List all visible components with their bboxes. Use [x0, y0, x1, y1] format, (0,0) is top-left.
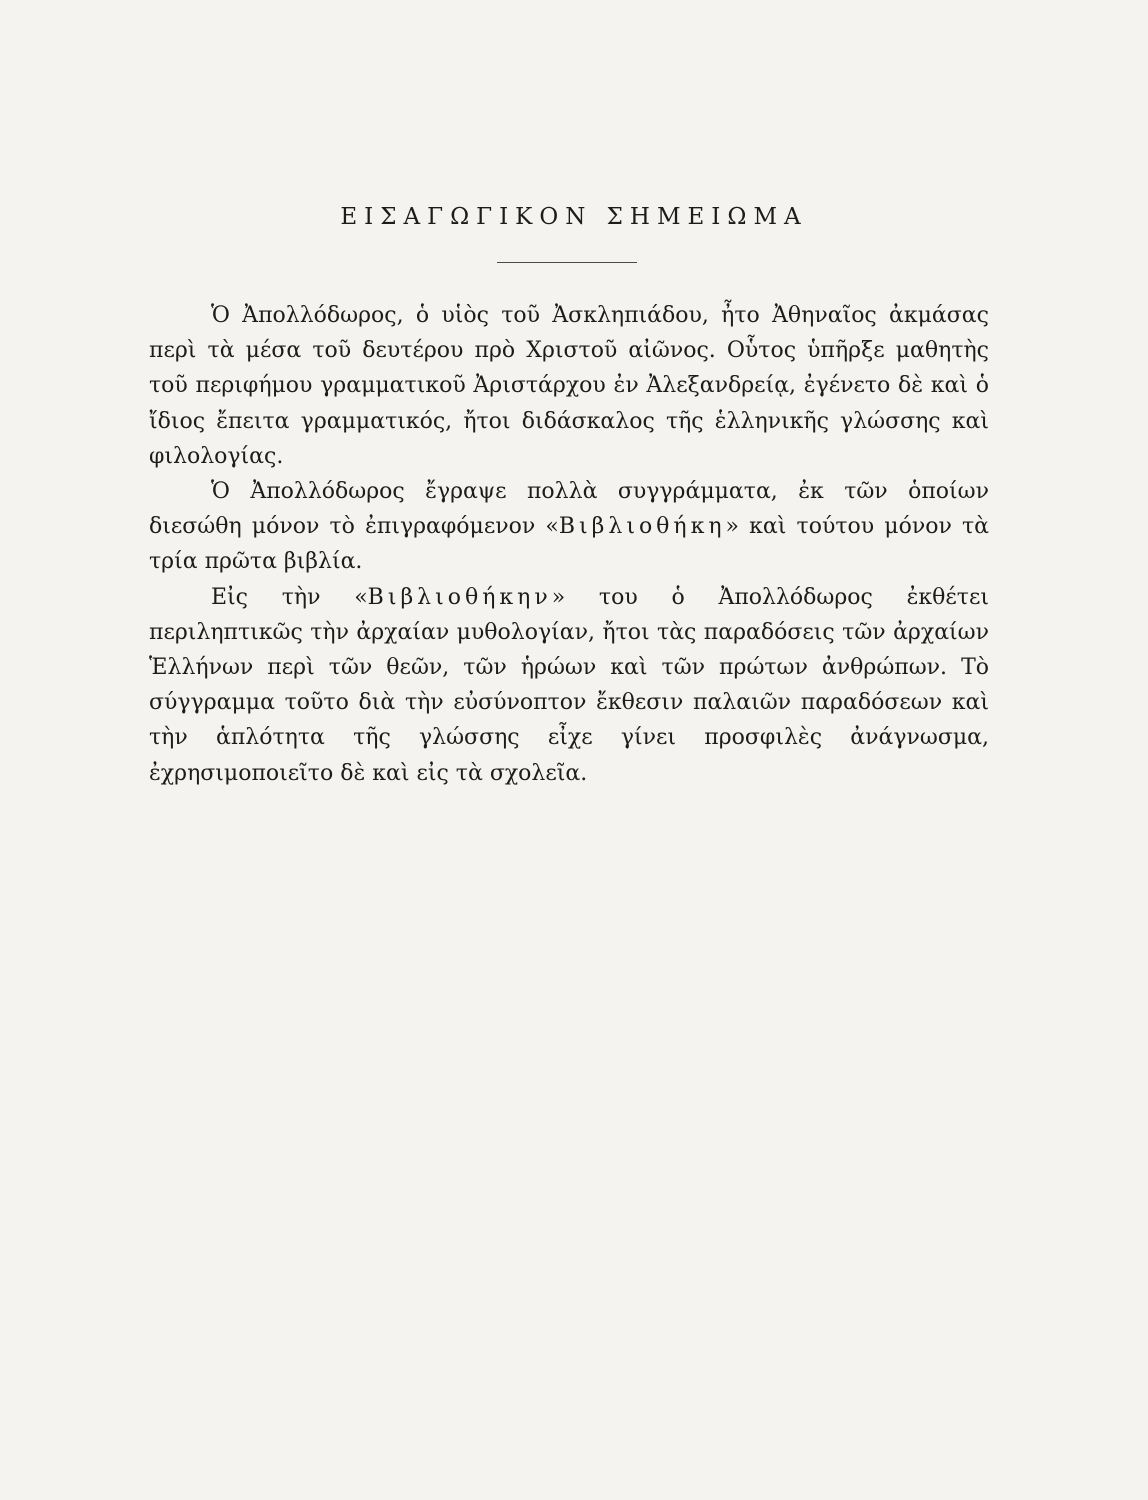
paragraph-3-before: Εἰς τὴν « — [211, 584, 368, 610]
title-divider — [497, 262, 637, 263]
paragraph-2-before: Ὁ Ἀπολλόδωρος ἔγραψε πολλὰ συγγράμματα, ἐκ τῶν ὁποίων διεσώθη μόνον τὸ ἐπιγραφόμενον « — [149, 479, 989, 540]
body-text — [149, 298, 989, 791]
paragraph-2-after: » καὶ τούτου μόνον τὰ τρία πρῶτα βιβλία. — [149, 514, 990, 575]
paragraph-1: Ὁ Ἀπολλόδωρος, ὁ υἱὸς τοῦ Ἀσκληπιάδου, ἦτο Ἀθηναῖος ἀκμάσας περὶ τὰ μέσα τοῦ δευτέρου πρὸ Χριστοῦ αἰῶνος. Οὗτος ὑπῆρξε μαθητὴς τοῦ περιφήμου γραμματικοῦ Ἀριστάρχου ἐν Ἀλεξανδρείᾳ, ἐγένετο δὲ καὶ ὁ ἴδιος ἔπειτα γραμματικός, ἤτοι διδάσκαλος τῆς ἑλληνικῆς γλώσσης καὶ φιλολογίας. — [149, 303, 989, 469]
page-title: ΕΙΣΑΓΩΓΙΚΟΝ ΣΗΜΕΙΩΜΑ — [340, 204, 808, 230]
paragraph-3-after: » του ὁ Ἀπολλόδωρος ἐκθέτει περιληπτικῶς τὴν ἀρχαίαν μυθολογίαν, ἤτοι τὰς παραδόσεις τῶν ἀρχαίων Ἑλλήνων περὶ τῶν θεῶν, τῶν ἡρώων καὶ τῶν πρώτων ἀνθρώπων. Τὸ σύγγραμμα τοῦτο διὰ τὴν εὐσύνοπτον ἔκθεσιν παλαιῶν παραδόσεων καὶ τὴν ἁπλότητα τῆς γλώσσης εἶχε γίνει προσφιλὲς ἀνάγνωσμα, ἐχρησιμοποιεῖτο δὲ καὶ εἰς τὰ σχολεῖα. — [149, 584, 989, 786]
paragraph-3-book-title: Βιβλιοθήκην — [367, 584, 552, 610]
paragraph-2-book-title: Βιβλιοθήκη — [558, 514, 726, 540]
paragraph-2 — [149, 474, 989, 580]
paragraph-3 — [149, 580, 989, 791]
